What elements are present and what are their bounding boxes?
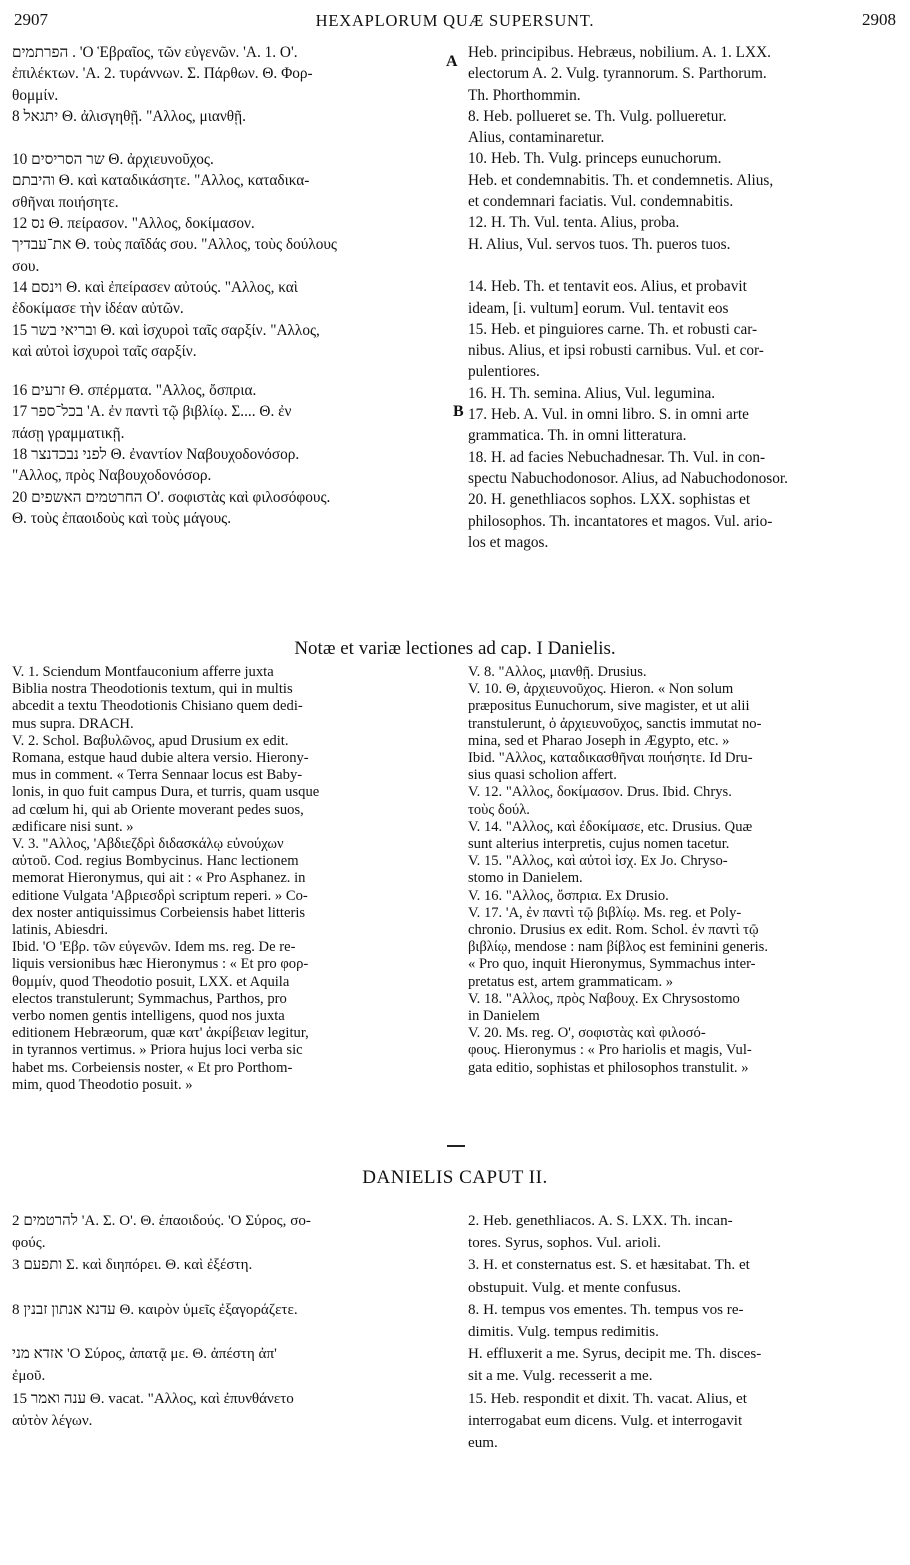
text-line: יתגאל 8 Θ. ἀλισγηθῇ. "Αλλος, μιανθῇ. (12, 107, 246, 125)
text-line: los et magos. (468, 533, 549, 551)
text-line: mus supra. DRACH. (12, 715, 134, 732)
text-line: ותפעם 3 Σ. καὶ διηπόρει. Θ. καὶ ἐξέστη. (12, 1257, 253, 1274)
text-line: 18. H. ad facies Nebuchadnesar. Th. Vul. in con- (468, 448, 766, 466)
margin-mark-b: B (453, 403, 464, 420)
text-line: V. 2. Schol. Βαβυλῶνος, apud Drusium ex edit. (12, 732, 289, 749)
text-line: ideam, [i. vultum] eorum. Vul. tentavit eos (468, 299, 729, 317)
text-line: memorat Hieronymus, qui ait : « Pro Asphanez. in (12, 870, 306, 887)
entry-block (12, 149, 450, 362)
entry-block (468, 42, 898, 106)
text-line: V. 8. "Αλλος, μιανθῇ. Drusius. (468, 664, 647, 680)
text-line: βιβλίῳ, mendose : nam βίβλος est feminini generis. (468, 939, 769, 956)
text-line: σου. (12, 257, 40, 275)
section-divider (447, 1145, 465, 1147)
text-line: φους. Hieronymus : « Pro hariolis et magis, Vul- (468, 1042, 752, 1059)
text-line: mina, sed et Pharao Joseph in Ægypto, etc. » (468, 732, 730, 749)
chapter-heading: DANIELIS CAPUT II. (362, 1167, 548, 1188)
text-line: 12. H. Th. Vul. tenta. Alius, proba. (468, 214, 680, 232)
text-line: sius quasi scholion affert. (468, 767, 617, 784)
text-line: philosophos. Th. incantatores et magos. Vul. ario- (468, 512, 773, 530)
text-line: Alius, contaminaretur. (468, 129, 605, 147)
text-line: ענה ואמר 15 Θ. vacat. "Αλλος, καὶ ἐπυνθάνετο (12, 1390, 294, 1407)
text-line: mim, quod Theodotio posuit. » (12, 1076, 193, 1093)
text-line: Ibid. 'Ο 'Εβρ. τῶν εὐγενῶν. Idem ms. reg. De re- (12, 939, 296, 956)
text-line: V. 20. Ms. reg. Ο', σοφιστὰς καὶ φιλοσό- (468, 1025, 706, 1042)
text-line: 3. H. et consternatus est. S. et hæsitabat. Th. et (468, 1257, 750, 1274)
text-line: 8. H. tempus vos ementes. Th. tempus vos re- (468, 1301, 744, 1318)
text-line: 16. H. Th. semina. Alius, Vul. legumina. (468, 384, 716, 402)
text-line: אזדא מני 'Ο Σύρος, ἀπατᾷ με. Θ. ἀπέστη ἀπ' (12, 1346, 277, 1363)
text-line: electorum A. 2. Vulg. tyrannorum. S. Parthorum. (468, 65, 767, 83)
notes-paragraph (12, 664, 450, 1094)
text-line: dex noster antiquissimus Corbeiensis habet litteris (12, 904, 306, 921)
notes-right-column (468, 664, 898, 1077)
text-line: ad cœlum hi, qui ab Oriente moverant pedes suos, (12, 801, 304, 818)
hexapla-right-column (468, 42, 898, 553)
text-line: in tyrannos vertimus. » Priora hujus loci verba sic (12, 1042, 303, 1059)
text-line: Th. Phorthommin. (468, 86, 581, 104)
text-line: H. effluxerit a me. Syrus, decipit me. Th. disces- (468, 1346, 762, 1363)
text-line: pretatus est, artem grammaticam. » (468, 973, 674, 990)
text-line: latinis, Abiesdri. (12, 922, 109, 939)
text-line: σθῆναι ποιήσητε. (12, 193, 119, 211)
page-number-left: 2907 (14, 10, 48, 29)
text-line: θομμίν. (12, 86, 59, 104)
text-line: נס 12 Θ. πείρασον. "Αλλος, δοκίμασον. (12, 215, 255, 233)
text-line: V. 14. "Αλλος, καὶ ἐδοκίμασε, etc. Drusius. Quæ (468, 818, 753, 835)
text-line: Ibid. "Αλλος, καταδικασθῆναι ποιήσητε. Id Dru- (468, 750, 753, 767)
text-line: V. 18. "Αλλος, πρὸς Ναβουχ. Ex Chrysostomo (468, 990, 740, 1007)
text-line: stomo in Danielem. (468, 870, 583, 887)
entry-block (468, 106, 898, 149)
text-line: verbo nomen gentis intelligens, quod nos juxta (12, 1008, 285, 1025)
text-line: וינסם 14 Θ. καὶ ἐπείρασεν αὐτούς. "Αλλος, καὶ (12, 278, 298, 296)
text-line: electos transtulerunt; Symmachus, Parthos, pro (12, 990, 287, 1007)
text-line: sit a me. Vulg. recesserit a me. (468, 1368, 653, 1385)
text-line: להרטמים 2 'Α. Σ. Ο'. Θ. ἐπαοιδούς. 'Ο Σύρος, σο- (12, 1213, 311, 1229)
text-line: "Αλλος, πρὸς Ναβουχοδονόσορ. (12, 467, 212, 485)
text-line: eum. (468, 1435, 498, 1452)
entry-block (468, 383, 898, 553)
text-line: et condemnari faciatis. Vul. condemnabitis. (468, 193, 734, 211)
entry-block (12, 42, 450, 106)
text-line: πάσῃ γραμματικῇ. (12, 424, 125, 442)
text-line: obstupuit. Vulg. et mente confusus. (468, 1279, 682, 1296)
text-line: αὐτοῦ. Cod. regius Bombycinus. Hanc lectionem (12, 853, 299, 870)
page-number-right: 2908 (862, 10, 896, 29)
text-line: grammatica. Th. in omni litteratura. (468, 427, 687, 445)
text-line: Romana, estque haud dubie altera versio. Hierony- (12, 750, 309, 767)
page-header (14, 10, 896, 38)
text-line: 10. Heb. Th. Vulg. princeps eunuchorum. (468, 150, 722, 168)
text-line: chronio. Drusius ex edit. Rom. Schol. ἐν παντὶ τῷ (468, 922, 759, 939)
text-line: mus in comment. « Terra Sennaar locus est Baby- (12, 767, 303, 784)
text-line: 17. Heb. A. Vul. in omni libro. S. in omni arte (468, 406, 749, 424)
text-line: V. 10. Θ, ἀρχιευνοῦχος. Hieron. « Non solum (468, 681, 734, 698)
text-line: Θ. τοὺς ἐπαοιδοὺς καὶ τοὺς μάγους. (12, 509, 232, 527)
text-line: בכל־ספר 17 'Α. ἐν παντὶ τῷ βιβλίῳ. Σ.... Θ. ἐν (12, 403, 292, 421)
text-line: καὶ αὐτοὶ ἰσχυροὶ ταῖς σαρξίν. (12, 342, 197, 360)
text-line: gata editio, sophistas et philosophos transtulit. » (468, 1059, 749, 1076)
text-line: את־עבדיך Θ. τοὺς παῖδάς σου. "Αλλος, τοὺς δούλους (12, 236, 337, 254)
text-line: pulentiores. (468, 363, 540, 381)
text-line: 15. Heb. respondit et dixit. Th. vacat. Alius, et (468, 1390, 747, 1407)
text-line: V. 12. "Αλλος, δοκίμασον. Drus. Ibid. Chrys. (468, 784, 732, 801)
text-line: 20. H. genethliacos sophos. LXX. sophistas et (468, 491, 751, 509)
chapter2-left-column (12, 1210, 450, 1432)
text-line: V. 15. "Αλλος, καὶ αὐτοὶ ἰσχ. Ex Jo. Chryso- (468, 853, 728, 870)
text-line: præpositus Eunuchorum, sive magister, et ut alii (468, 698, 750, 715)
text-line: 8. Heb. pollueret se. Th. Vulg. pollueretur. (468, 107, 727, 125)
text-line: Heb. principibus. Hebræus, nobilium. A. 1. LXX. (468, 44, 771, 61)
notes-heading: Notæ et variæ lectiones ad cap. I Danielis. (294, 638, 616, 659)
text-line: Biblia nostra Theodotionis textum, qui in multis (12, 681, 293, 698)
text-line: ובריאי בשר 15 Θ. καὶ ἰσχυροὶ ταῖς σαρξίν. "Αλλος, (12, 321, 320, 339)
text-line: V. 17. 'Α, ἐν παντὶ τῷ βιβλίῳ. Ms. reg. et Poly- (468, 904, 742, 921)
text-line: עדנא אנתון זבנין 8 Θ. καιρὸν ὑμεῖς ἐξαγοράζετε. (12, 1301, 298, 1318)
text-line: lonis, in quo fuit campus Dura, et turris, quam usque (12, 784, 320, 801)
chapter2-right-column (468, 1210, 898, 1454)
text-line: ἐπιλέκτων. 'Α. 2. τυράννων. Σ. Πάρθων. Θ. Φορ- (12, 65, 313, 83)
text-line: 14. Heb. Th. et tentavit eos. Alius, et probavit (468, 278, 747, 296)
text-line: ἐμοῦ. (12, 1368, 46, 1385)
text-line: 2. Heb. genethliacos. A. S. LXX. Th. incan- (468, 1213, 733, 1229)
text-line: החרטמים האשפים 20 Ο'. σοφιστὰς καὶ φιλοσόφους. (12, 488, 331, 506)
text-line: tores. Syrus, sophos. Vul. arioli. (468, 1235, 661, 1252)
text-line: V. 16. "Αλλος, ὄσπρια. Ex Drusio. (468, 887, 669, 904)
text-line: editione Vulgata 'Αβριεσδρὶ scriptum reperi. » Co- (12, 887, 308, 904)
text-line: H. Alius, Vul. servos tuos. Th. pueros tuos. (468, 235, 731, 253)
entry-block (468, 1210, 898, 1454)
hexapla-left-column (12, 42, 450, 529)
text-line: habet ms. Corbeiensis noster, « Et pro Porthom- (12, 1059, 293, 1076)
running-title: HEXAPLORUM QUÆ SUPERSUNT. (315, 11, 595, 30)
text-line: nibus. Alius, et ipsi robusti carnibus. Vul. et cor- (468, 342, 764, 360)
text-line: ædificare nisi sunt. » (12, 818, 134, 835)
text-line: זרעים 16 Θ. σπέρματα. "Αλλος, ὄσπρια. (12, 382, 257, 400)
text-line: והיבתם Θ. καὶ καταδικάσητε. "Αλλος, καταδικα- (12, 172, 310, 190)
notes-paragraph (468, 664, 898, 1077)
text-line: V. 1. Sciendum Montfauconium afferre juxta (12, 664, 274, 680)
text-line: transtulerunt, ὁ ἀρχιευνοῦχος, sanctis immutat no- (468, 715, 762, 732)
text-line: « Pro quo, inquit Hieronymus, Symmachus inter- (468, 956, 756, 973)
text-line: spectu Nabuchodonosor. Alius, ad Nabuchodonosor. (468, 469, 788, 487)
text-line: abcedit a textu Theodotionis Chisiano quem dedi- (12, 698, 303, 715)
text-line: editionem Hebræorum, quæ κατ' ἀκρίβειαν legitur, (12, 1025, 309, 1042)
entry-block (12, 380, 450, 529)
text-line: Heb. et condemnabitis. Th. et condemnetis. Alius, (468, 171, 774, 189)
text-line: שר הסריסים 10 Θ. ἀρχιευνοῦχος. (12, 151, 214, 169)
text-line: τοὺς δούλ. (468, 801, 530, 818)
notes-left-column (12, 664, 450, 1094)
text-line: לפני נבכדנצר 18 Θ. ἐναντίον Ναβουχοδονόσορ. (12, 446, 300, 464)
text-line: θομμίν, quod Theodotio posuit, LXX. et Aquila (12, 973, 290, 990)
text-line: sunt alterius interpretis, cujus nomen tacetur. (468, 836, 730, 853)
text-line: dimitis. Vulg. tempus redimitis. (468, 1324, 659, 1341)
text-line: in Danielem (468, 1008, 540, 1025)
text-line: ἐδοκίμασε τὴν ἰδέαν αὐτῶν. (12, 300, 184, 318)
text-line: 15. Heb. et pinguiores carne. Th. et robusti car- (468, 320, 758, 338)
margin-mark-a: A (446, 53, 458, 70)
text-line: φούς. (12, 1235, 46, 1252)
text-line: הפרתמים . 'Ο Ἑβραῖος, τῶν εὐγενῶν. 'Α. 1. Ο'. (12, 44, 298, 61)
text-line: interrogabat eum dicens. Vulg. et interrogavit (468, 1412, 743, 1429)
entry-block (468, 148, 898, 382)
entry-block (12, 106, 450, 127)
text-line: αὐτὸν λέγων. (12, 1412, 93, 1429)
text-line: liquis versionibus hæc Hieronymus : « Et pro φορ- (12, 956, 309, 973)
entry-block (12, 1210, 450, 1432)
text-line: V. 3. "Αλλος, 'Αβδιεζδρὶ διδασκάλῳ εὐνούχων (12, 836, 284, 853)
